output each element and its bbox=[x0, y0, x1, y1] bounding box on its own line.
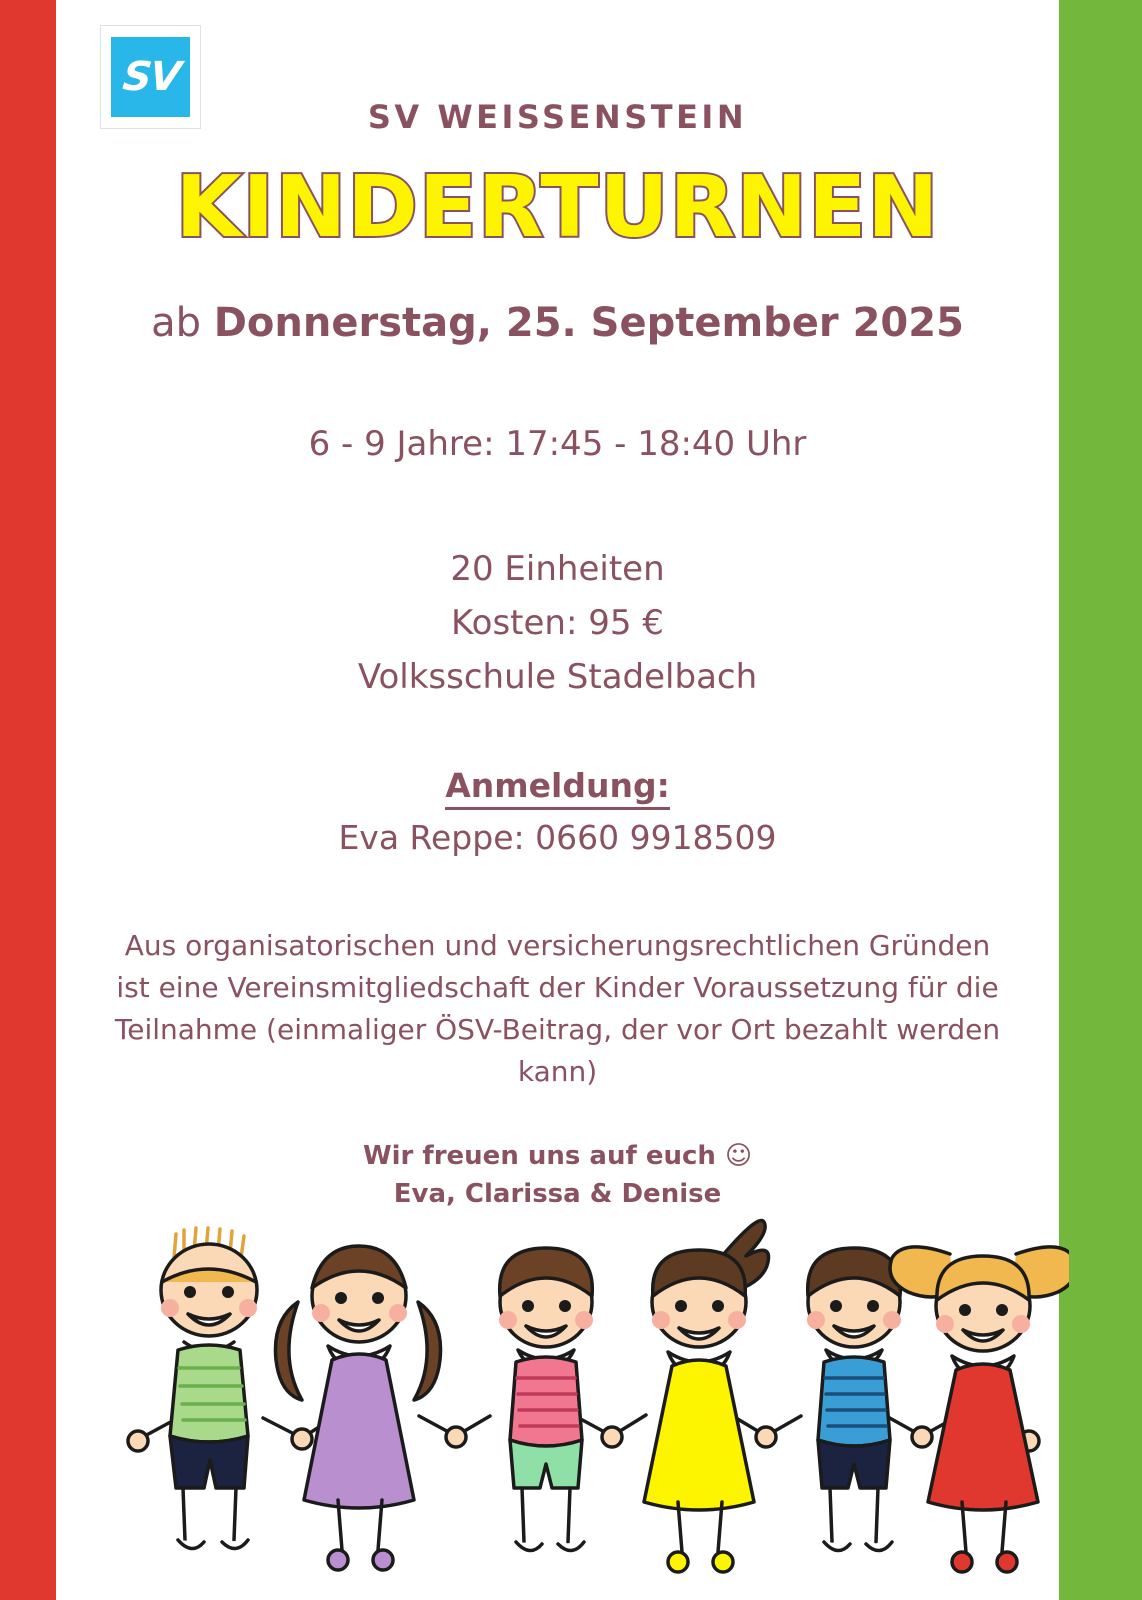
signup-heading-label: Anmeldung bbox=[445, 766, 656, 810]
event-details bbox=[56, 542, 1059, 704]
membership-note: Aus organisatorischen und versicherungsrechtlichen Gründen ist eine Vereinsmitgliedschaft der Kinder Voraussetzung für die Teilnahme (einmaliger ÖSV-Beitrag, der vor Ort bezahlt werden kann) bbox=[114, 929, 1001, 1088]
date-prefix: ab bbox=[151, 300, 214, 346]
detail-cost: Kosten: 95 € bbox=[451, 603, 664, 643]
detail-units: 20 Einheiten bbox=[450, 549, 665, 589]
poster-content bbox=[56, 0, 1059, 1600]
left-color-bar bbox=[0, 0, 56, 1600]
closing-line-2: Eva, Clarissa & Denise bbox=[393, 1179, 722, 1209]
closing-message bbox=[56, 1137, 1059, 1213]
page-title: KINDERTURNEN bbox=[175, 158, 940, 257]
age-group-time: 6 - 9 Jahre: 17:45 - 18:40 Uhr bbox=[308, 424, 807, 464]
club-name: SV WEISSENSTEIN bbox=[367, 98, 748, 136]
children-illustration bbox=[66, 1210, 1069, 1600]
signup-heading bbox=[56, 766, 1059, 805]
date-value: Donnerstag, 25. September 2025 bbox=[213, 300, 964, 346]
signup-contact: Eva Reppe: 0660 9918509 bbox=[338, 818, 777, 857]
event-date-line bbox=[56, 300, 1059, 346]
right-color-bar bbox=[1059, 0, 1142, 1600]
club-logo-text: SV bbox=[120, 54, 181, 100]
signup-heading-suffix: : bbox=[657, 766, 670, 810]
detail-venue: Volksschule Stadelbach bbox=[357, 657, 758, 697]
closing-line-1: Wir freuen uns auf euch ☺ bbox=[362, 1141, 753, 1171]
